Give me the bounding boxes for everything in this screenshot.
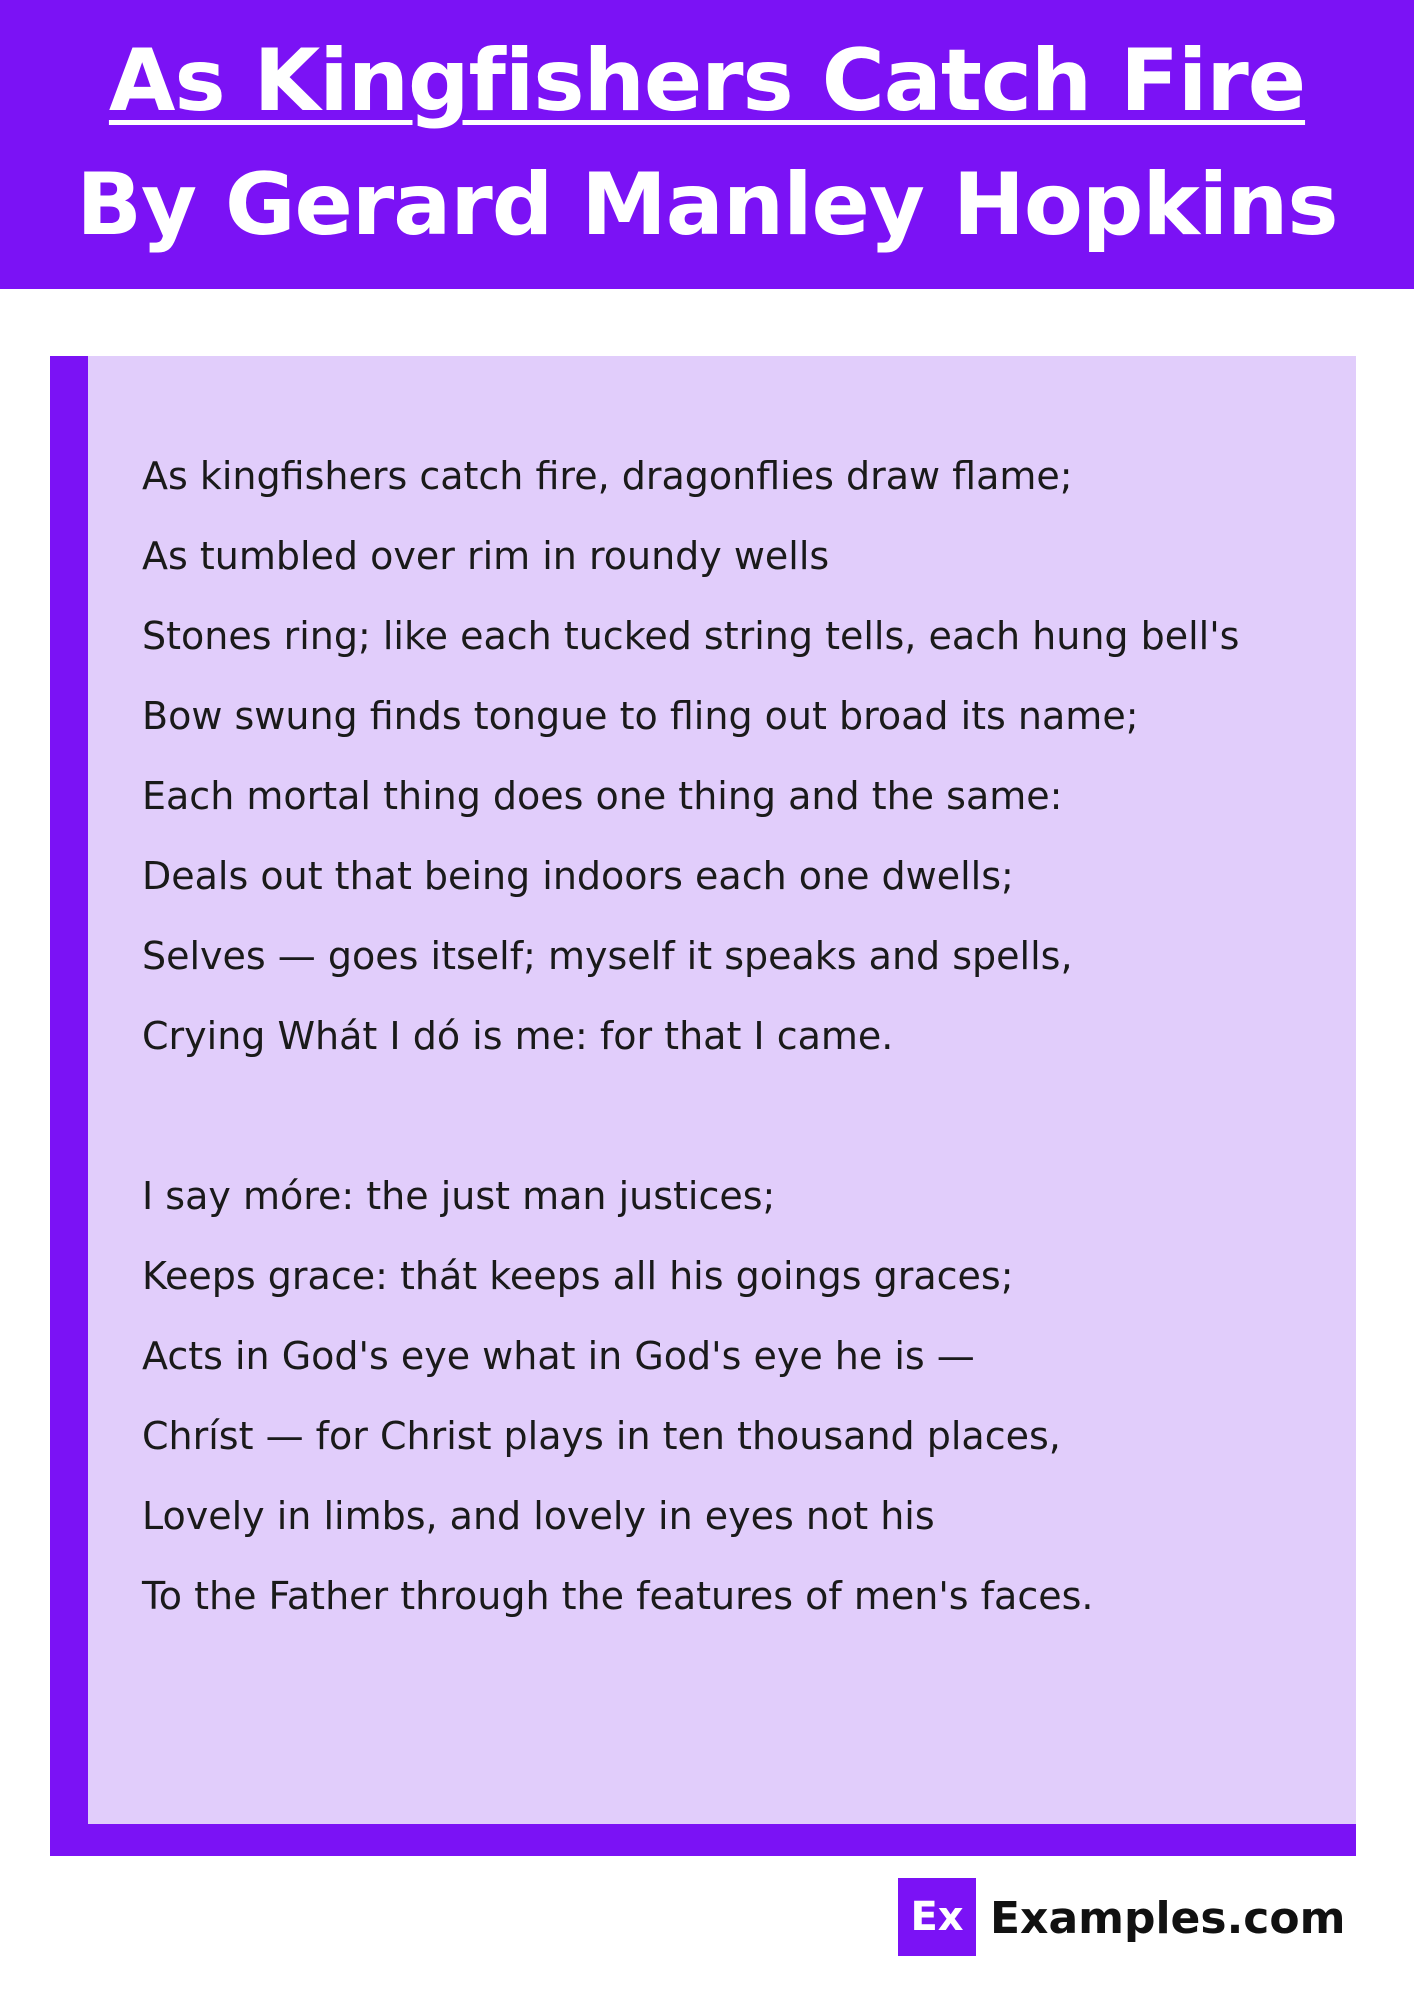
poem-card bbox=[50, 356, 1356, 1856]
poem-line: Chríst — for Christ plays in ten thousand places, bbox=[142, 1414, 1061, 1458]
stanza-break bbox=[142, 1076, 1332, 1156]
poem-line: As kingfishers catch fire, dragonflies draw flame; bbox=[142, 454, 1073, 498]
poem-line: Keeps grace: thát keeps all his goings graces; bbox=[142, 1254, 1014, 1298]
card-left-accent-bar bbox=[50, 356, 88, 1856]
poem-line: Lovely in limbs, and lovely in eyes not his bbox=[142, 1494, 935, 1538]
page-header bbox=[0, 0, 1414, 289]
poem-body bbox=[142, 436, 1332, 1636]
poem-line: Deals out that being indoors each one dwells; bbox=[142, 854, 1014, 898]
poem-line: To the Father through the features of men's faces. bbox=[142, 1574, 1094, 1618]
poem-line: Acts in God's eye what in God's eye he is — bbox=[142, 1334, 975, 1378]
poem-line: Bow swung finds tongue to fling out broad its name; bbox=[142, 694, 1139, 738]
poem-line: Crying Whát I dó is me: for that I came. bbox=[142, 1014, 894, 1058]
poem-line: Selves — goes itself; myself it speaks and spells, bbox=[142, 934, 1073, 978]
card-bottom-accent-bar bbox=[50, 1824, 1356, 1856]
poem-line: Each mortal thing does one thing and the same: bbox=[142, 774, 1063, 818]
poem-line: Stones ring; like each tucked string tells, each hung bell's bbox=[142, 614, 1240, 658]
site-name: Examples.com bbox=[990, 1893, 1346, 1944]
poem-title: As Kingfishers Catch Fire bbox=[108, 31, 1306, 131]
poem-author: By Gerard Manley Hopkins bbox=[76, 155, 1338, 255]
poem-line: I say móre: the just man justices; bbox=[142, 1174, 776, 1218]
poem-line: As tumbled over rim in roundy wells bbox=[142, 534, 830, 578]
examples-logo-icon: Ex bbox=[898, 1878, 976, 1956]
